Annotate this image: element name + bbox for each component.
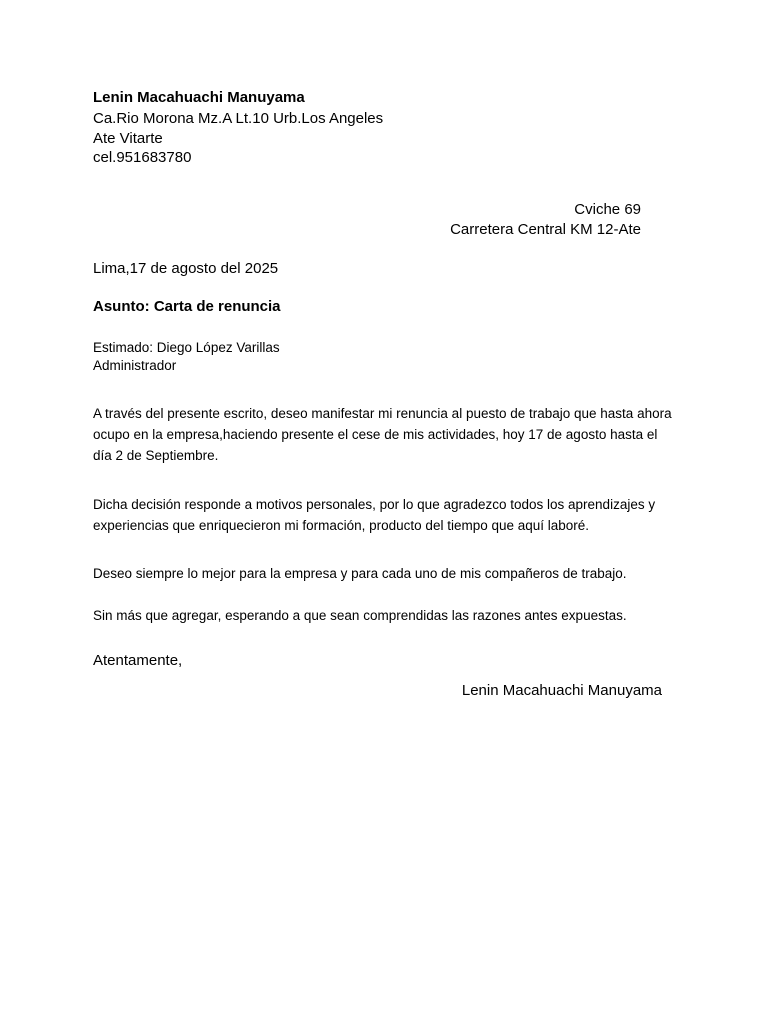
sender-name: Lenin Macahuachi Manuyama xyxy=(93,89,305,106)
signature-name: Lenin Macahuachi Manuyama xyxy=(461,682,662,699)
salutation-recipient: Estimado: Diego López Varillas xyxy=(93,340,280,355)
body-paragraph-2: Dicha decisión responde a motivos personales, por lo que agradezco todos los aprendizajes y experiencias que enriquecieron mi formación, producto del tiempo que aquí laboré. xyxy=(93,497,656,533)
letter-subject: Asunto: Carta de renuncia xyxy=(93,298,281,315)
sender-address: Ca.Rio Morona Mz.A Lt.10 Urb.Los Angeles xyxy=(93,110,384,127)
recipient-company: Cviche 69 xyxy=(574,201,641,218)
sender-district: Ate Vitarte xyxy=(93,130,163,147)
body-paragraph-4: Sin más que agregar, esperando a que sean comprendidas las razones antes expuestas. xyxy=(93,608,627,623)
recipient-address: Carretera Central KM 12-Ate xyxy=(450,221,641,238)
body-paragraph-3: Deseo siempre lo mejor para la empresa y para cada uno de mis compañeros de trabajo. xyxy=(93,566,627,581)
sender-phone: cel.951683780 xyxy=(93,149,192,166)
body-paragraph-1: A través del presente escrito, deseo manifestar mi renuncia al puesto de trabajo que hasta ahora ocupo en la empresa,haciendo presente el cese de mis actividades, hoy 17 de agosto hasta el día 2 de Septiembre. xyxy=(93,406,672,463)
salutation-title: Administrador xyxy=(93,358,177,373)
closing: Atentamente, xyxy=(93,652,183,669)
letter-date: Lima,17 de agosto del 2025 xyxy=(93,260,279,277)
